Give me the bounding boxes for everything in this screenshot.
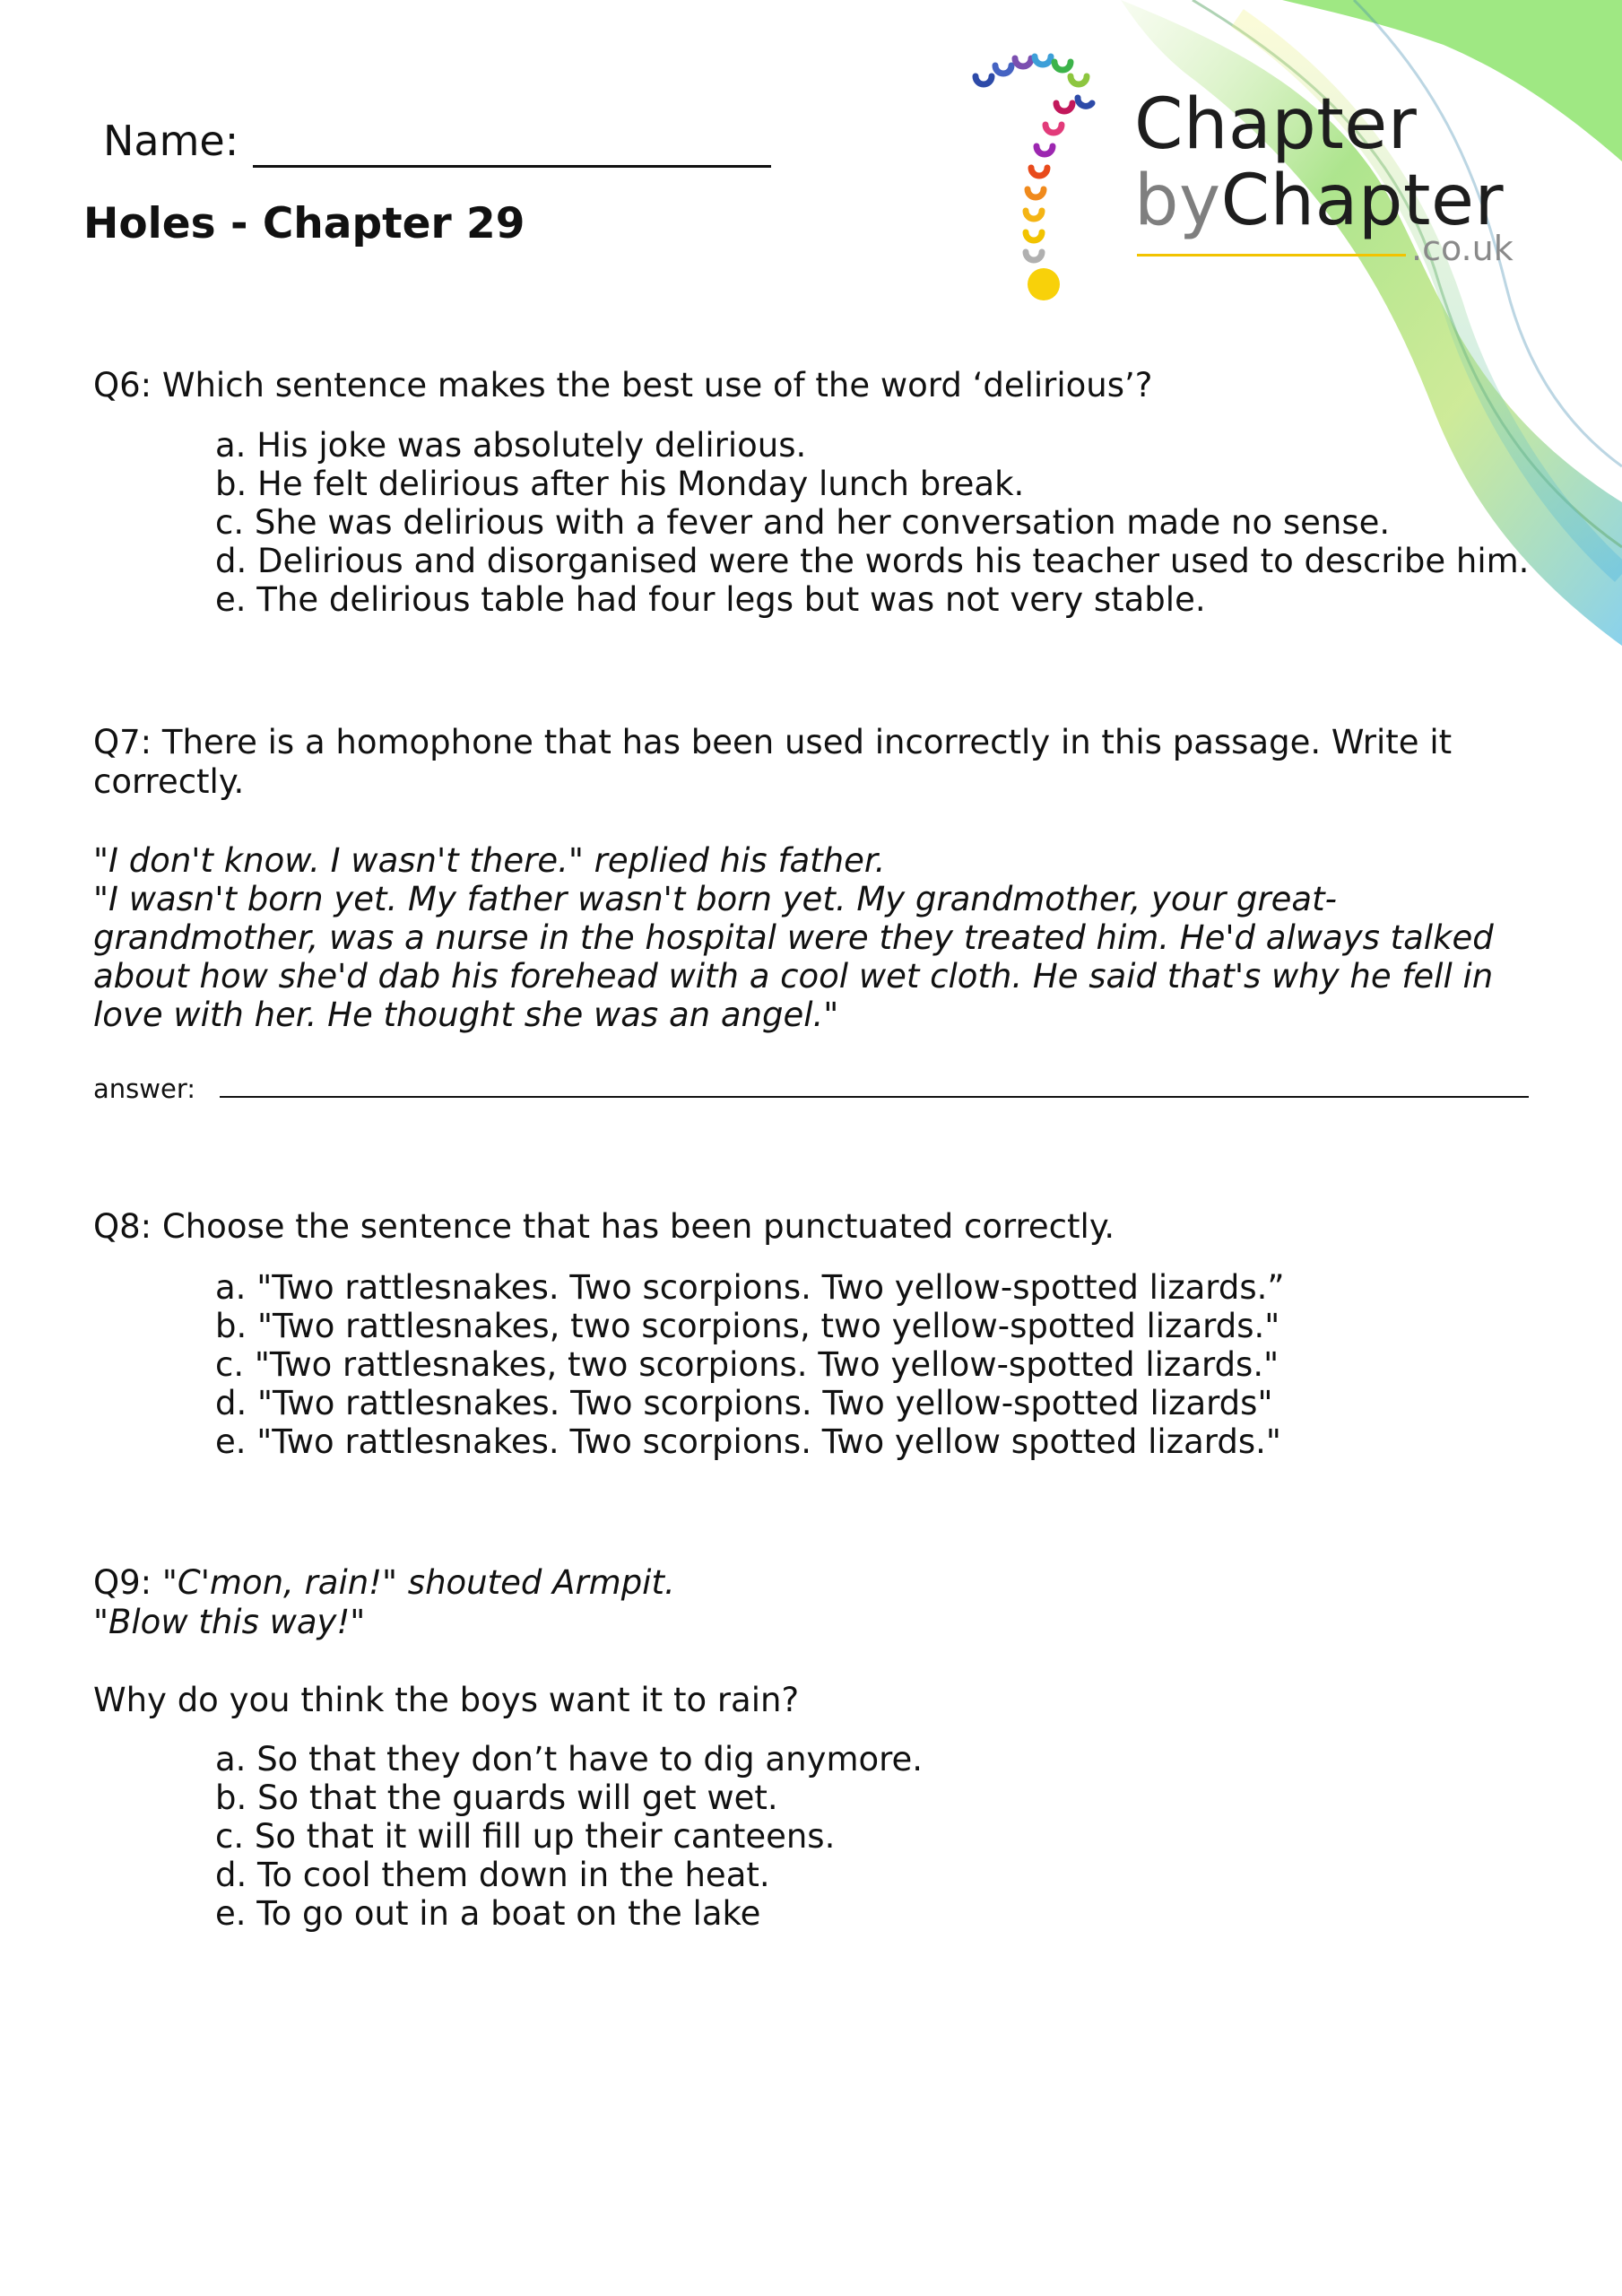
q6-question: Q6: Which sentence makes the best use of the word ‘delirious’?: [93, 366, 1153, 404]
name-label: Name:: [103, 117, 239, 165]
q6-option-c[interactable]: c. She was delirious with a fever and her conversation made no sense.: [215, 503, 1391, 542]
brand-by: by: [1134, 161, 1221, 241]
q9-prefix: Q9:: [93, 1563, 162, 1602]
q9-quote: [93, 1563, 1510, 1642]
q7-passage-line: "I wasn't born yet. My father wasn't born yet. My grandmother, your great-: [93, 880, 1337, 918]
q9-options: [215, 1740, 1542, 1933]
brand-name-line1: Chapter: [1134, 84, 1418, 165]
q6-option-b[interactable]: b. He felt delirious after his Monday lunch break.: [215, 465, 1025, 503]
q8-option-a[interactable]: a. "Two rattlesnakes. Two scorpions. Two yellow-spotted lizards.”: [215, 1268, 1285, 1307]
q7-passage-line: about how she'd dab his forehead with a cool wet cloth. He said that's why he fell in: [93, 957, 1494, 996]
worksheet-title: Holes - Chapter 29: [83, 199, 525, 248]
q9-option-b[interactable]: b. So that the guards will get wet.: [215, 1779, 778, 1817]
brand-domain: .co.uk: [1411, 229, 1514, 268]
q7-answer-label: answer:: [93, 1074, 196, 1104]
brand-chapter: Chapter: [1220, 161, 1505, 241]
q6-option-e[interactable]: e. The delirious table had four legs but was not very stable.: [215, 580, 1206, 619]
q7-passage-line: grandmother, was a nurse in the hospital were they treated him. He'd always talked: [93, 918, 1494, 957]
q9-option-c[interactable]: c. So that it will fill up their canteens.: [215, 1817, 836, 1856]
brand-name-line2: [1134, 161, 1505, 241]
q9-option-a[interactable]: a. So that they don’t have to dig anymore.: [215, 1740, 924, 1779]
q8-option-e[interactable]: e. "Two rattlesnakes. Two scorpions. Two yellow spotted lizards.": [215, 1422, 1281, 1461]
q7-passage: [93, 841, 1528, 1034]
q7-passage-line: love with her. He thought she was an angel.": [93, 996, 839, 1034]
name-input-line[interactable]: [253, 165, 771, 168]
q9-option-d[interactable]: d. To cool them down in the heat.: [215, 1856, 770, 1894]
logo-icon: [959, 49, 1121, 309]
q7-answer-line[interactable]: [220, 1096, 1529, 1098]
q8-option-b[interactable]: b. "Two rattlesnakes, two scorpions, two yellow-spotted lizards.": [215, 1307, 1280, 1345]
q9-question: Why do you think the boys want it to rain?: [93, 1681, 800, 1719]
q7-passage-line: "I don't know. I wasn't there." replied his father.: [93, 841, 886, 880]
q6-option-d[interactable]: d. Delirious and disorganised were the words his teacher used to describe him.: [215, 542, 1530, 580]
q6-option-a[interactable]: a. His joke was absolutely delirious.: [215, 426, 807, 465]
q8-question: Q8: Choose the sentence that has been punctuated correctly.: [93, 1207, 1115, 1246]
q9-quote-line1: "C'mon, rain!" shouted Armpit.: [161, 1563, 675, 1602]
q8-options: [215, 1268, 1542, 1461]
q9-option-e[interactable]: e. To go out in a boat on the lake: [215, 1894, 761, 1933]
q6-options: [215, 426, 1542, 619]
q8-option-d[interactable]: d. "Two rattlesnakes. Two scorpions. Two yellow-spotted lizards": [215, 1384, 1273, 1422]
brand-underline: [1137, 254, 1406, 257]
q8-option-c[interactable]: c. "Two rattlesnakes, two scorpions. Two yellow-spotted lizards.": [215, 1345, 1279, 1384]
q9-quote-line2: "Blow this way!": [93, 1603, 366, 1641]
q7-question: Q7: There is a homophone that has been used incorrectly in this passage. Write it correctly.: [93, 723, 1453, 801]
